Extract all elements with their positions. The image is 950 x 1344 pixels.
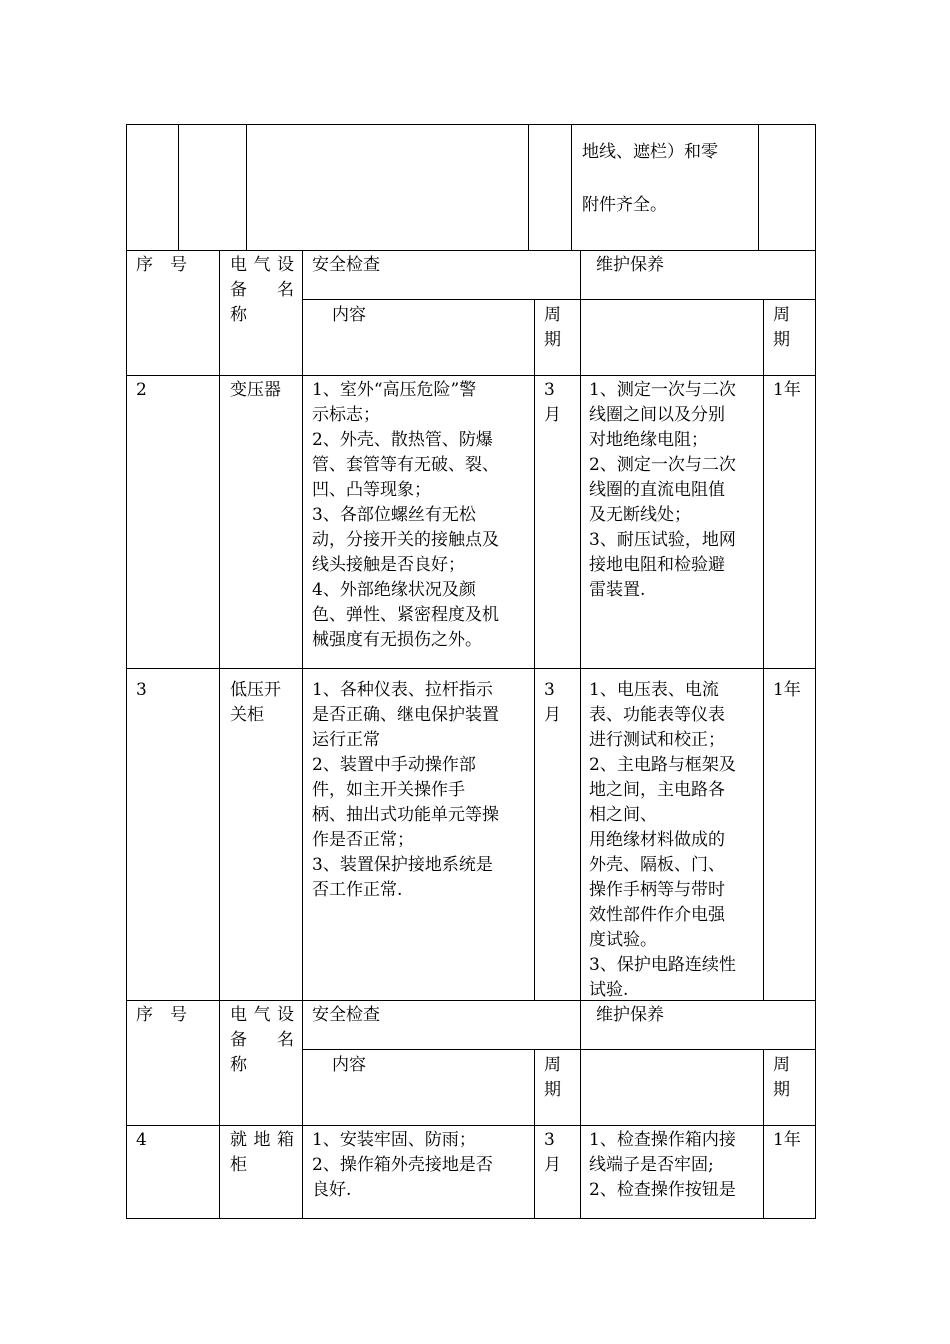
header-seq: 序 号 [136, 1005, 187, 1025]
maintenance-period: 1年 [773, 680, 801, 700]
header-period: 周 期 [773, 305, 790, 350]
device-name: 变压器 [230, 380, 281, 400]
col-divider [534, 375, 535, 1000]
row-border [126, 1125, 816, 1126]
subheader-border [302, 299, 816, 300]
subheader-border [302, 1049, 816, 1050]
row-border [126, 375, 816, 376]
header-period: 周 期 [544, 1055, 561, 1100]
maintenance-content: 1、测定一次与二次 线圈之间以及分别 对地绝缘电阻； 2、测定一次与二次 线圈的直流电阻值 及无断线处； 3、耐压试验，地网 接地电阻和检验避 雷装置. [589, 380, 736, 600]
header-period: 周 期 [773, 1055, 790, 1100]
maintenance-content: 1、检查操作箱内接 线端子是否牢固; 2、检查操作按钮是 [589, 1130, 736, 1200]
col-divider [763, 375, 764, 1000]
header-period: 周 期 [544, 305, 561, 350]
device-name: 就地箱 柜 [230, 1130, 294, 1175]
frag-divider [528, 124, 529, 250]
col-divider [219, 250, 220, 1219]
col-divider [534, 299, 535, 375]
row-border [126, 250, 816, 251]
col-divider [763, 1049, 764, 1219]
col-divider [763, 299, 764, 375]
maintenance-period: 1年 [773, 380, 801, 400]
header-content: 内容 [332, 1055, 366, 1075]
header-seq: 序 号 [136, 255, 187, 275]
header-safety-check: 安全检查 [312, 1005, 380, 1025]
header-maintenance: 维护保养 [596, 255, 664, 275]
maintenance-period: 1年 [773, 1130, 801, 1150]
table-row-no: 3 [136, 680, 147, 700]
top-border [126, 124, 816, 125]
maintenance-content: 1、电压表、电流 表、功能表等仪表 进行测试和校正； 2、主电路与框架及 地之间，主电路各 相之间、 用绝缘材料做成的 外壳、隔板、门、 操作手柄等与带时 效性部件作介电强 度试验。 3、保护电路连续性 试验. [589, 680, 736, 1000]
frag-divider [246, 124, 247, 250]
frag-divider [178, 124, 179, 250]
check-period: 3 月 [544, 1130, 561, 1175]
header-safety-check: 安全检查 [312, 255, 380, 275]
check-period: 3 月 [544, 680, 561, 725]
fragment-line: 附件齐全。 [582, 195, 667, 215]
right-border [815, 124, 816, 1219]
table-row-no: 2 [136, 380, 147, 400]
header-maintenance: 维护保养 [596, 1005, 664, 1025]
device-name: 低压开 关柜 [230, 680, 281, 725]
header-device: 电气设 备 名 称 [230, 1005, 294, 1075]
bottom-border [126, 1218, 816, 1219]
table-row-no: 4 [136, 1130, 147, 1150]
left-border [126, 124, 127, 1219]
col-divider [580, 250, 581, 1219]
frag-divider [758, 124, 759, 250]
row-border [126, 1000, 816, 1001]
check-content: 1、各种仪表、拉杆指示 是否正确、继电保护装置 运行正常 2、装置中手动操作部 件，如主开关操作手 柄、抽出式功能单元等操 作是否正常； 3、装置保护接地系统是 否工作正常. [312, 680, 499, 900]
col-divider [534, 1049, 535, 1219]
fragment-text [582, 140, 718, 218]
fragment-line: 地线、遮栏）和零 [582, 142, 718, 162]
row-border [126, 668, 816, 669]
header-content: 内容 [332, 305, 366, 325]
col-divider [302, 250, 303, 1219]
frag-divider [571, 124, 572, 250]
header-device: 电气设 备 名 称 [230, 255, 294, 325]
check-content: 1、室外“高压危险”警 示标志； 2、外壳、散热管、防爆 管、套管等有无破、裂、 凹、凸等现象； 3、各部位螺丝有无松 动，分接开关的接触点及 线头接触是否良好； 4、外部绝缘状况及颜 色、弹性、紧密程度及机 械强度有无损伤之外。 [312, 380, 499, 650]
check-content: 1、安装牢固、防雨； 2、操作箱外壳接地是否 良好. [312, 1130, 493, 1200]
check-period: 3 月 [544, 380, 561, 425]
